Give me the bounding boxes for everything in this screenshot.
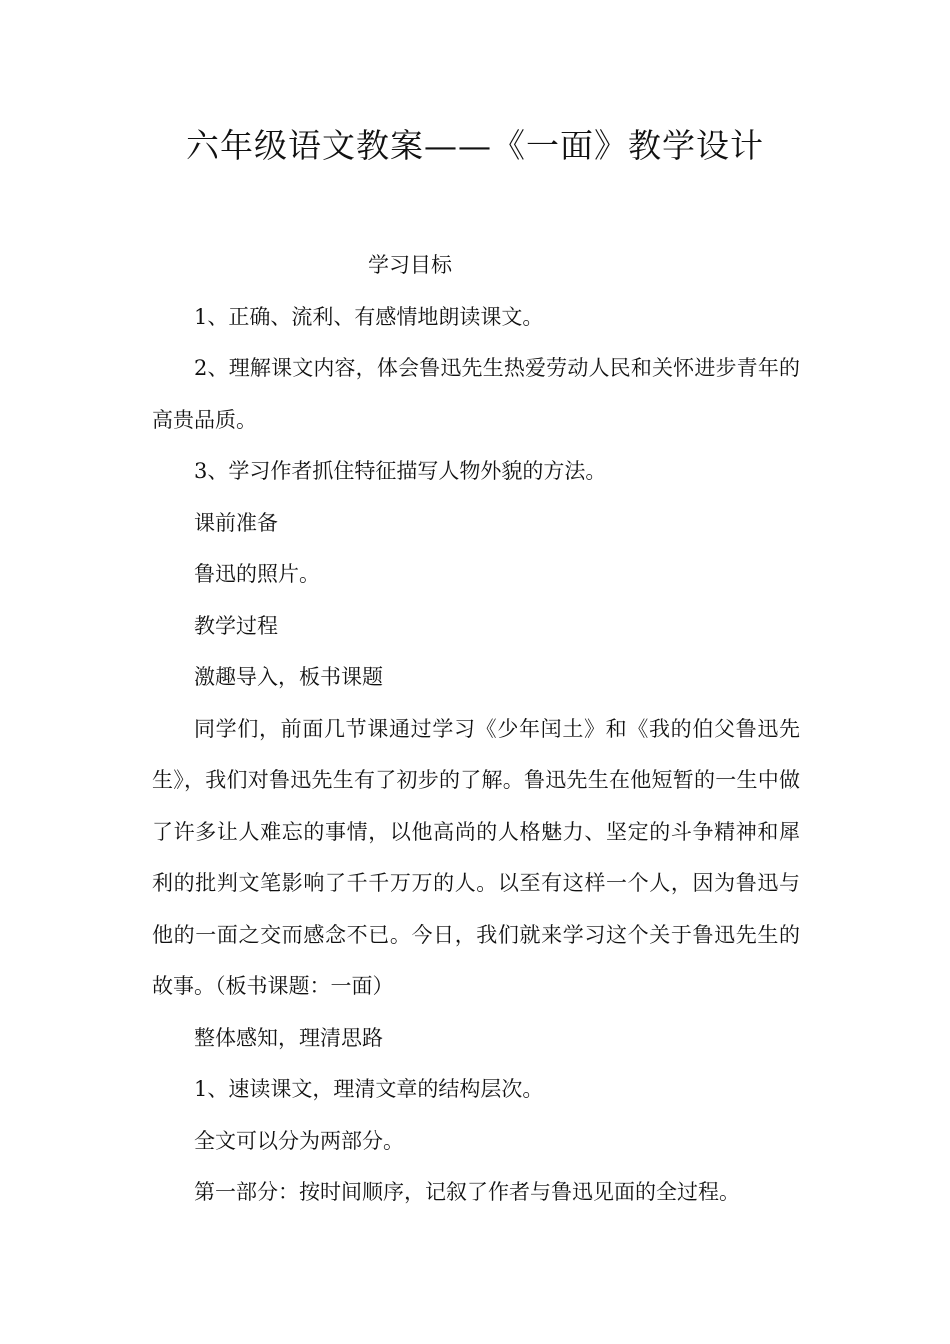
goal-item-1: 1、正确、流利、有感情地朗读课文。 (194, 304, 544, 329)
intro-paragraph: 同学们，前面几节课通过学习《少年闰土》和《我的伯父鲁迅先生》，我们对鲁迅先生有了初步的了解。鲁迅先生在他短暂的一生中做了许多让人难忘的事情，以他高尚的人格魅力、坚定的斗争精神和犀利的批判文笔影响了千千万万的人。以至有这样一个人，因为鲁迅与他的一面之交而感念不已。今日，我们就来学习这个关于鲁迅先生的故事。（板书课题：一面） (152, 716, 800, 998)
subheading-intro: 激趣导入，板书课题 (194, 665, 383, 689)
subheading-overview: 整体感知，理清思路 (194, 1025, 383, 1050)
section-heading-process: 教学过程 (194, 613, 278, 638)
section-heading-goals: 学习目标 (368, 253, 452, 277)
preparation-text: 鲁迅的照片。 (194, 562, 320, 586)
document-body (152, 240, 800, 1219)
section-heading-preparation: 课前准备 (194, 510, 278, 535)
document-title: 六年级语文教案——《一面》教学设计 (186, 126, 764, 165)
goal-item-3: 3、学习作者抓住特征描写人物外貌的方法。 (194, 459, 607, 483)
goal-item-2: 2、理解课文内容，体会鲁迅先生热爱劳动人民和关怀进步青年的高贵品质。 (152, 356, 800, 432)
overview-text: 全文可以分为两部分。 (194, 1128, 404, 1153)
overview-item-1: 1、速读课文，理清文章的结构层次。 (194, 1077, 544, 1101)
part-one-text: 第一部分：按时间顺序，记叙了作者与鲁迅见面的全过程。 (194, 1180, 740, 1204)
